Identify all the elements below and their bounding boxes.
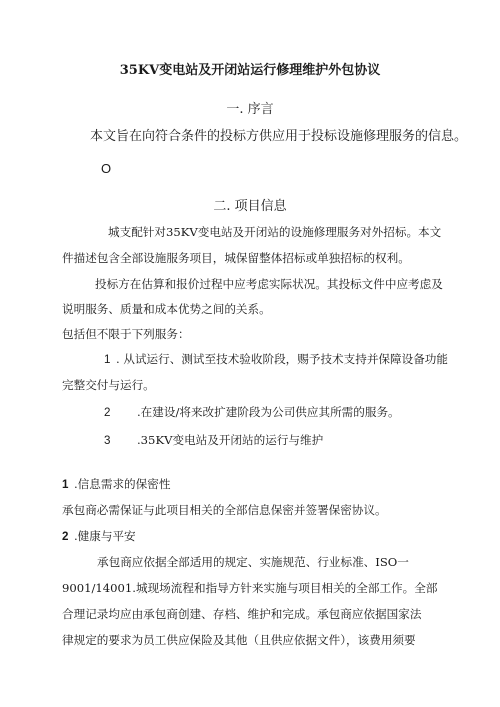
section-heading-preface: 一. 序言 (226, 102, 274, 117)
clause-1-number: 1 (62, 478, 69, 491)
project-info-p2-line2: 说明服务、质量和成本优势之间的关系。 (62, 302, 271, 316)
preface-paragraph: 本文旨在向符合条件的投标方供应用于投标设施修理服务的信息。 (90, 129, 468, 144)
project-info-p2-line1: 投标方在估算和报价过程中应考虑实际状况。其投标文件中应考虑及 (95, 277, 443, 291)
clause-1-heading: .信息需求的保密性 (74, 477, 171, 491)
project-info-p1-line2: 件描述包含全部设施服务项目，城保留整体招标或单独招标的权利。 (62, 251, 410, 265)
clause-1-body: 承包商必需保证与此项目相关的全部信息保密并签署保密协议。 (62, 503, 387, 517)
section-heading-project-info: 二. 项目信息 (213, 199, 287, 214)
service-item-1-continuation: 完整交付与运行。 (62, 378, 155, 392)
service-item-3-text: .35KV变电站及开闭站的运行与维护 (137, 433, 324, 447)
clause-2-body-line2: 9001/14001.城现场流程和指导方针来实施与项目相关的全部工作。全部 (62, 581, 438, 595)
service-item-1-number: 1 (104, 353, 111, 366)
service-item-3-number: 3 (104, 434, 111, 447)
service-item-2-text: .在建设/将来改扩建阶段为公司供应其所需的服务。 (137, 405, 400, 419)
service-item-2-number: 2 (104, 406, 111, 419)
clause-2-body-line1: 承包商应依据全部适用的规定、实施规范、行业标准、ISO一 (97, 555, 409, 569)
clause-2-heading: .健康与平安 (74, 529, 136, 543)
preface-mark: O (101, 161, 112, 176)
clause-2-body-line3: 合理记录均应由承包商创建、存档、维护和完成。承包商应依据国家法 (62, 607, 422, 621)
clause-2-body-line4: 律规定的要求为员工供应保险及其他（且供应依据文件），该费用须要 (62, 633, 416, 647)
service-item-1-text: . 从试运行、测试至技术验收阶段，赐予技术支持并保障设备功能 (116, 352, 448, 366)
project-info-p1-line1: 城支配针对35KV变电站及开闭站的设施修理服务对外招标。本文 (108, 225, 442, 239)
document-title: 35KV变电站及开闭站运行修理维护外包协议 (119, 63, 381, 78)
services-intro: 包括但不限于下列服务： (62, 327, 190, 341)
clause-2-number: 2 (62, 530, 69, 543)
